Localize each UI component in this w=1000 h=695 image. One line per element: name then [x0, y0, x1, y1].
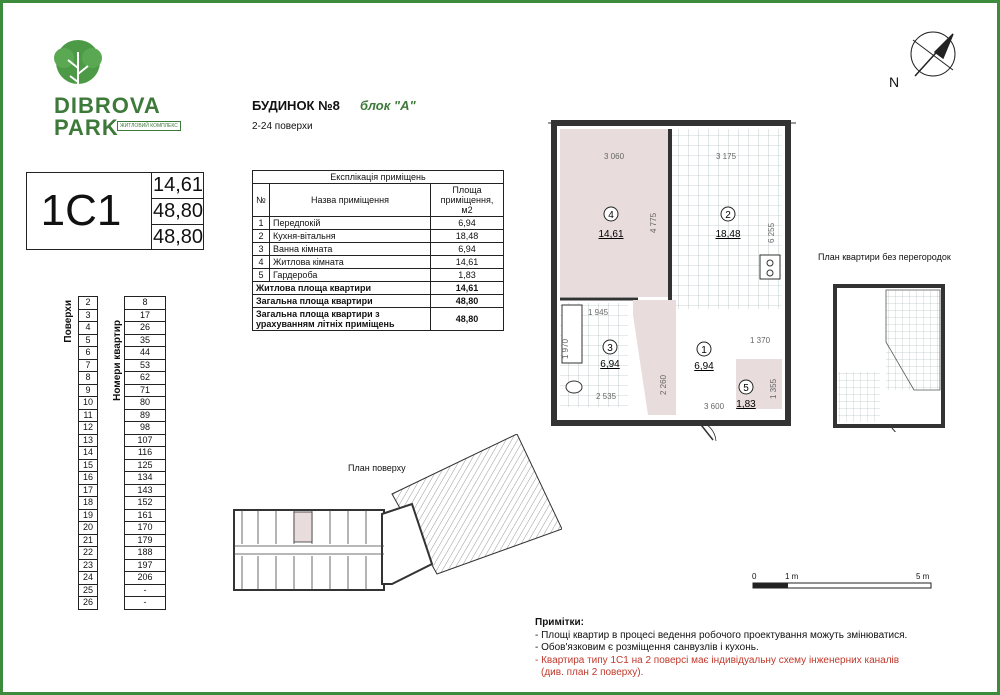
logo-line1: DIBROVA [54, 93, 161, 118]
number-row [125, 322, 166, 335]
number-row [125, 522, 166, 535]
apartment-number-cell: 62 [125, 372, 166, 385]
floor-cell: 24 [79, 572, 98, 585]
floor-row [79, 509, 98, 522]
number-row [125, 372, 166, 385]
floor-cell: 3 [79, 309, 98, 322]
floor-cell: 6 [79, 347, 98, 360]
cell: Ванна кімната [270, 243, 431, 256]
table-row [253, 269, 504, 282]
open-plan [832, 282, 948, 432]
scale-five: 5 m [916, 572, 930, 581]
room-number: 1 [701, 345, 707, 356]
room-area: 1,83 [736, 399, 756, 410]
note-item-red: (див. план 2 поверху). [541, 667, 644, 678]
apartment-number-cell: - [125, 584, 166, 597]
cell: 6,94 [431, 217, 504, 230]
unit-areas [151, 173, 204, 249]
apartment-plan [548, 115, 796, 445]
cell: 4 [253, 256, 270, 269]
number-row [125, 484, 166, 497]
floor-row [79, 459, 98, 472]
cell: Кухня-вітальня [270, 230, 431, 243]
unit-card [26, 172, 204, 250]
floor-row [79, 559, 98, 572]
building-title: БУДИНОК №8 [252, 98, 340, 113]
number-row [125, 422, 166, 435]
cell: 48,80 [431, 295, 504, 308]
apartment-number-cell: 8 [125, 297, 166, 310]
floor-cell: 14 [79, 447, 98, 460]
floor-row [79, 434, 98, 447]
cell: 48,80 [431, 308, 504, 331]
dim-label: 1 355 [769, 378, 778, 399]
note-item: - Площі квартир в процесі ведення робочого проектування можуть змінюватися. [535, 629, 908, 641]
floor-cell: 15 [79, 459, 98, 472]
floor-cell: 4 [79, 322, 98, 335]
explication-table [252, 170, 504, 331]
apartment-number-cell: 80 [125, 397, 166, 410]
floors-label: Поверхи [63, 300, 74, 343]
col-num: № [253, 184, 270, 217]
cell: 2 [253, 230, 270, 243]
floor-row [79, 422, 98, 435]
floor-row [79, 334, 98, 347]
unit-area-total: 48,80 [152, 199, 204, 225]
apartment-number-cell: 98 [125, 422, 166, 435]
north-label: N [889, 74, 900, 90]
dim-label: 2 535 [596, 392, 617, 401]
apartment-number-cell: 179 [125, 534, 166, 547]
explication-title: Експлікація приміщень [253, 171, 504, 184]
floor-cell: 19 [79, 509, 98, 522]
floor-cell: 13 [79, 434, 98, 447]
floor-row [79, 359, 98, 372]
room-number: 4 [608, 210, 614, 221]
floor-cell: 7 [79, 359, 98, 372]
apartment-number-cell: 116 [125, 447, 166, 460]
apartment-number-cell: 26 [125, 322, 166, 335]
floor-cell: 11 [79, 409, 98, 422]
cell: Гардероба [270, 269, 431, 282]
apartment-number-cell: 161 [125, 509, 166, 522]
apartment-number-cell: 71 [125, 384, 166, 397]
cell: Передпокій [270, 217, 431, 230]
floor-cell: 12 [79, 422, 98, 435]
cell: Загальна площа квартири [253, 295, 431, 308]
floor-cell: 16 [79, 472, 98, 485]
floors-range: 2-24 поверхи [252, 121, 313, 132]
apartment-number-cell: 44 [125, 347, 166, 360]
room-area: 6,94 [694, 361, 714, 372]
cell: 1,83 [431, 269, 504, 282]
floor-row [79, 497, 98, 510]
logo [48, 38, 108, 101]
number-row [125, 547, 166, 560]
number-row [125, 559, 166, 572]
number-row [125, 309, 166, 322]
apartment-number-cell: 53 [125, 359, 166, 372]
scale-bar [752, 582, 934, 590]
apartment-number-cell: 125 [125, 459, 166, 472]
table-row [253, 243, 504, 256]
floor-row [79, 522, 98, 535]
floor-cell: 17 [79, 484, 98, 497]
floor-cell: 9 [79, 384, 98, 397]
floor-plan-label: План поверху [348, 463, 406, 473]
cell: Загальна площа квартири з урахуванням літніх приміщень [253, 308, 431, 331]
floor-row [79, 572, 98, 585]
apartment-number-cell: - [125, 597, 166, 610]
table-row [253, 217, 504, 230]
dim-label: 6 255 [767, 222, 776, 243]
floor-row [79, 397, 98, 410]
dim-label: 2 260 [659, 374, 668, 395]
dim-label: 3 175 [716, 152, 737, 161]
floor-row [79, 597, 98, 610]
cell: 1 [253, 217, 270, 230]
total-row [253, 295, 504, 308]
floor-plan [232, 434, 562, 594]
floor-cell: 23 [79, 559, 98, 572]
plan-no-partitions-label: План квартири без перегородок [818, 252, 951, 262]
number-row [125, 534, 166, 547]
notes [535, 617, 907, 680]
number-row [125, 409, 166, 422]
apartment-numbers-label: Номери квартир [112, 320, 123, 401]
floor-row [79, 484, 98, 497]
floor-row [79, 297, 98, 310]
oak-tree-icon [48, 38, 108, 96]
dim-label: 4 775 [649, 212, 658, 233]
floor-row [79, 472, 98, 485]
number-row [125, 572, 166, 585]
floor-row [79, 322, 98, 335]
floor-cell: 22 [79, 547, 98, 560]
floor-cell: 10 [79, 397, 98, 410]
floor-row [79, 372, 98, 385]
number-row [125, 434, 166, 447]
number-row [125, 597, 166, 610]
apartment-number-cell: 152 [125, 497, 166, 510]
floor-row [79, 384, 98, 397]
floor-cell: 18 [79, 497, 98, 510]
logo-subtitle: ЖИТЛОВИЙ КОМПЛЕКС [117, 121, 181, 131]
unit-area-living: 14,61 [152, 173, 204, 199]
apartment-number-cell: 17 [125, 309, 166, 322]
floor-row [79, 447, 98, 460]
scale-one: 1 m [785, 572, 799, 581]
room-number: 3 [607, 343, 613, 354]
cell: 14,61 [431, 256, 504, 269]
col-name: Назва приміщення [270, 184, 431, 217]
dim-label: 1 970 [561, 338, 570, 359]
logo-line2: PARK [54, 115, 119, 140]
floor-row [79, 547, 98, 560]
cell: Житлова площа квартири [253, 282, 431, 295]
block-title: блок "А" [360, 98, 416, 113]
cell: 14,61 [431, 282, 504, 295]
floor-row [79, 347, 98, 360]
unit-code: 1C1 [40, 186, 122, 235]
floor-cell: 5 [79, 334, 98, 347]
note-item-red: - Квартира типу 1С1 на 2 поверсі має індивідуальну схему інженерних каналів [535, 654, 900, 666]
apartment-number-cell: 206 [125, 572, 166, 585]
cell: 3 [253, 243, 270, 256]
floor-cell: 2 [79, 297, 98, 310]
floor-row [79, 534, 98, 547]
floor-cell: 25 [79, 584, 98, 597]
number-row [125, 384, 166, 397]
number-row [125, 472, 166, 485]
total-row [253, 282, 504, 295]
number-row [125, 497, 166, 510]
table-row [253, 230, 504, 243]
number-row [125, 447, 166, 460]
room-number: 5 [743, 383, 749, 394]
number-row [125, 397, 166, 410]
cell: 5 [253, 269, 270, 282]
apartment-number-cell: 197 [125, 559, 166, 572]
dim-label: 3 600 [704, 402, 725, 411]
floor-cell: 26 [79, 597, 98, 610]
floor-row [79, 309, 98, 322]
floor-cell: 20 [79, 522, 98, 535]
floor-row [79, 409, 98, 422]
room-area: 14,61 [598, 229, 624, 240]
apartment-number-cell: 134 [125, 472, 166, 485]
apartment-number-cell: 188 [125, 547, 166, 560]
note-item: - Обов'язковим є розміщення санвузлів і кухонь. [535, 642, 759, 653]
floor-row [79, 584, 98, 597]
number-row [125, 509, 166, 522]
floor-cell: 21 [79, 534, 98, 547]
apartment-number-cell: 107 [125, 434, 166, 447]
number-row [125, 334, 166, 347]
room-area: 18,48 [715, 229, 741, 240]
floor-cell: 8 [79, 372, 98, 385]
col-area: Площа приміщення, м2 [431, 184, 504, 217]
number-row [125, 584, 166, 597]
notes-title: Примітки: [535, 617, 584, 628]
apartment-number-cell: 170 [125, 522, 166, 535]
numbers-column [124, 296, 166, 610]
apartment-number-cell: 143 [125, 484, 166, 497]
dim-label: 3 060 [604, 152, 625, 161]
number-row [125, 297, 166, 310]
dim-label: 1 370 [750, 336, 771, 345]
total-row [253, 308, 504, 331]
room-number: 2 [725, 210, 731, 221]
scale-zero: 0 [752, 572, 757, 581]
dim-label: 1 945 [588, 308, 609, 317]
cell: 6,94 [431, 243, 504, 256]
number-row [125, 459, 166, 472]
number-row [125, 359, 166, 372]
cell: 18,48 [431, 230, 504, 243]
floors-column [78, 296, 98, 610]
apartment-number-cell: 89 [125, 409, 166, 422]
room-area: 6,94 [600, 359, 620, 370]
cell: Житлова кімната [270, 256, 431, 269]
compass-icon [895, 22, 965, 92]
apartment-number-cell: 35 [125, 334, 166, 347]
unit-area-total-summer: 48,80 [152, 226, 204, 248]
table-row [253, 256, 504, 269]
number-row [125, 347, 166, 360]
